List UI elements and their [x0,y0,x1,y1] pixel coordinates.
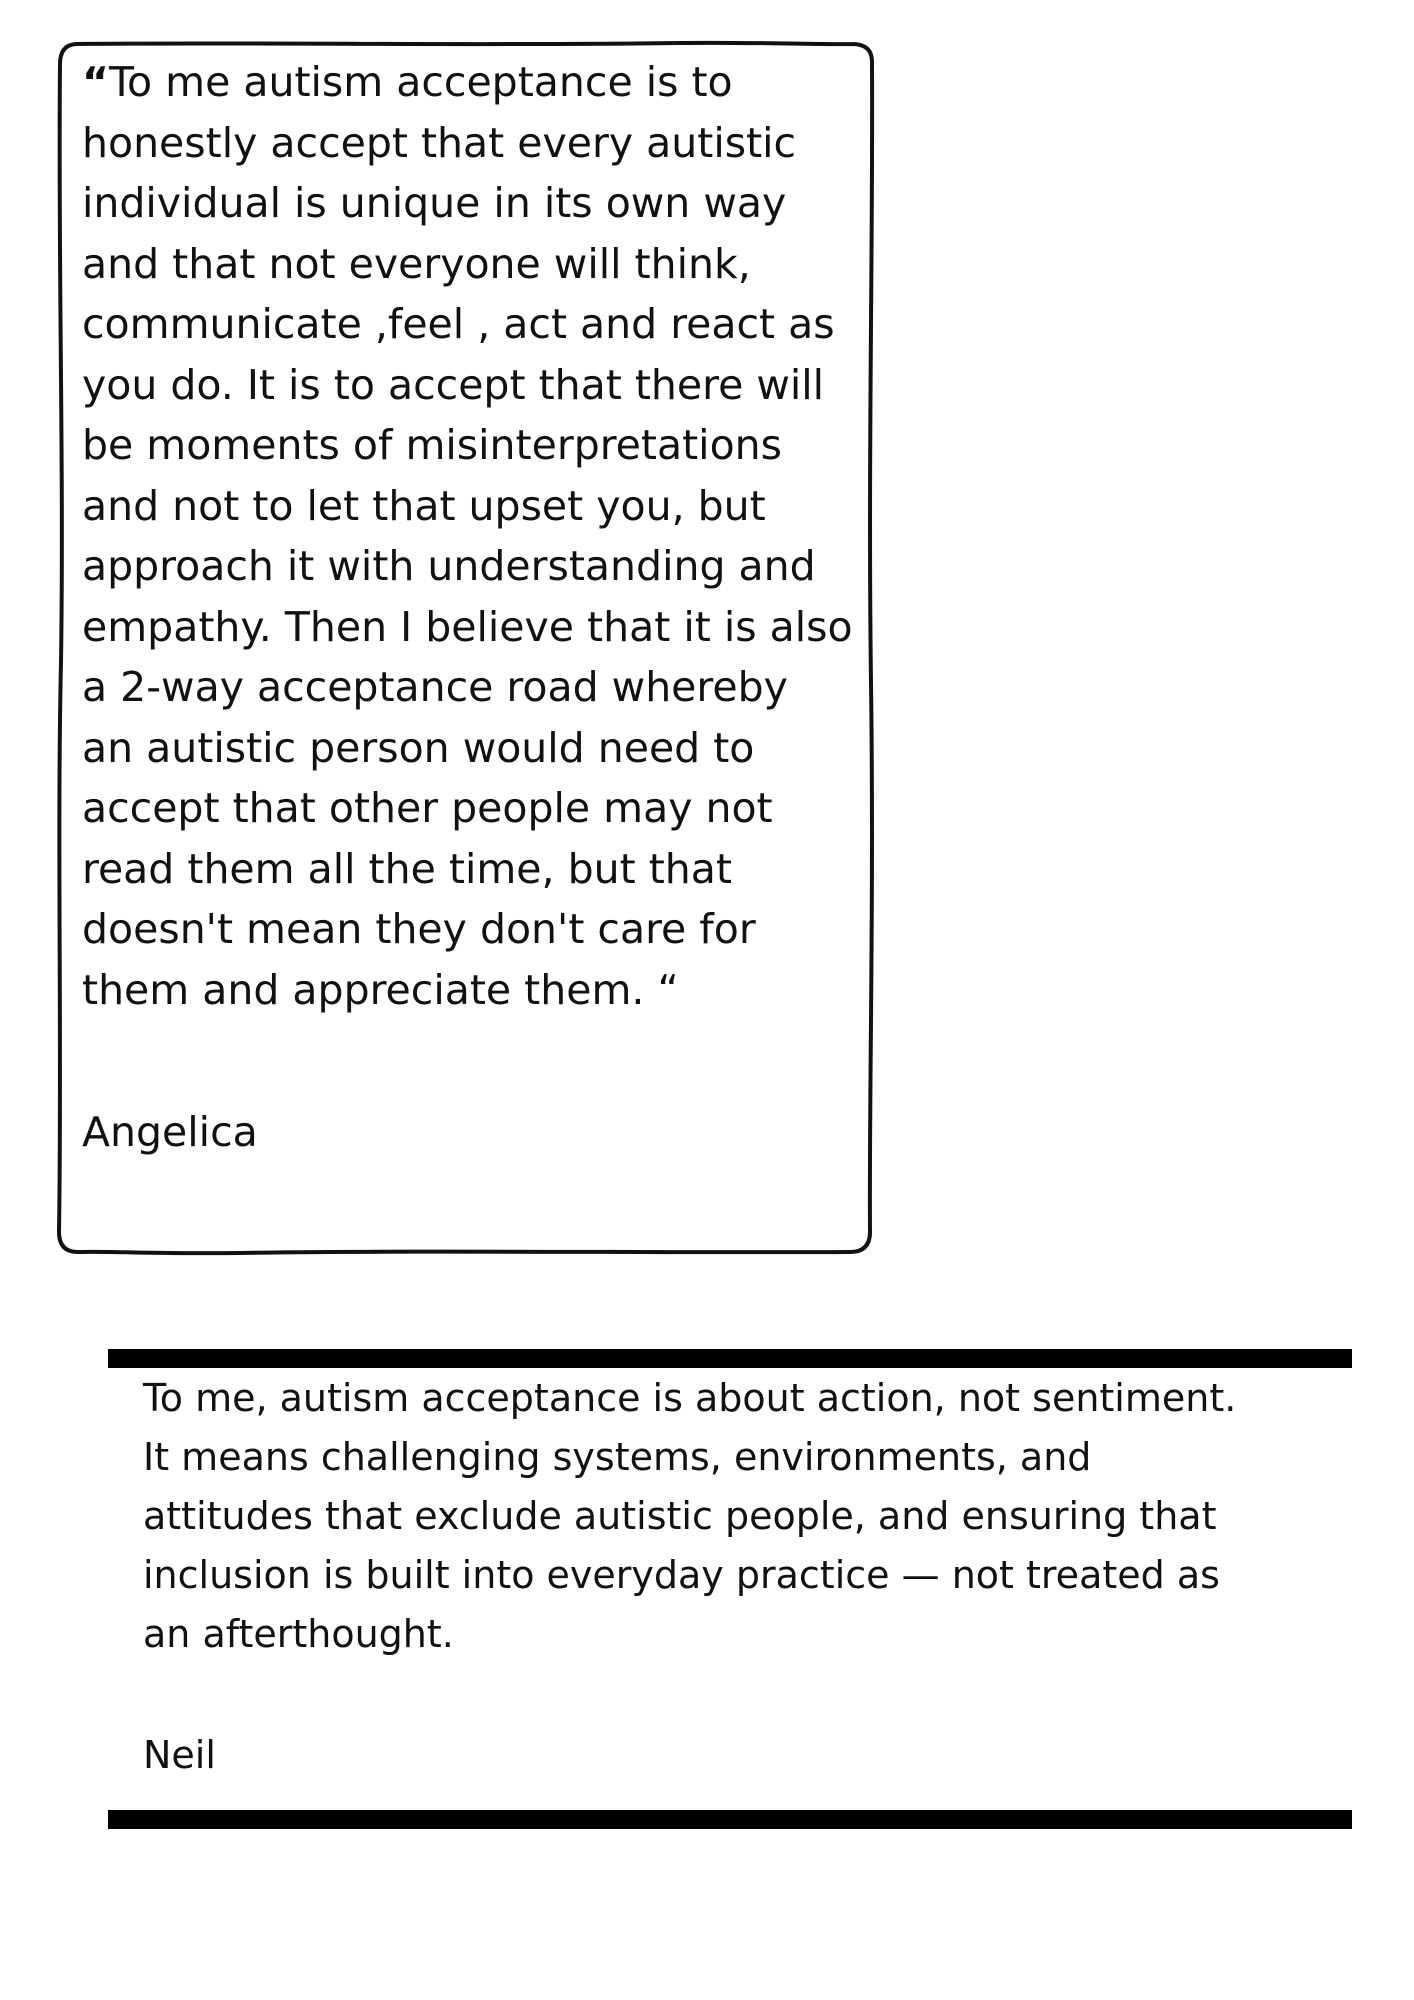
quote-body [82,52,882,1020]
quote-card-angelica [58,42,874,1254]
bottom-divider-rule [108,1810,1352,1829]
quote-author: Angelica [82,1108,258,1156]
top-divider-rule [108,1349,1352,1368]
statement-body: To me, autism acceptance is about action, not sentiment. It means challenging systems, environments, and attitudes that exclude autistic people, and ensuring that inclusion is built into everyday practice — not treated as an afterthought. [143,1376,1237,1656]
open-quote-mark: “ [82,58,109,106]
statement-author: Neil [143,1733,216,1777]
quote-text: To me autism acceptance is to honestly accept that every autistic individual is unique in its own way and that not everyone will think, communicate ,feel , act and react as you do. It is to accept that there will be moments of misinterpretations and not to let that upset you, but approach it with understanding and empathy. Then I believe that it is also a 2-way acceptance road whereby an autistic person would need to accept that other people may not read them all the time, but that doesn't mean they don't care for them and appreciate them. “ [82,58,853,1014]
